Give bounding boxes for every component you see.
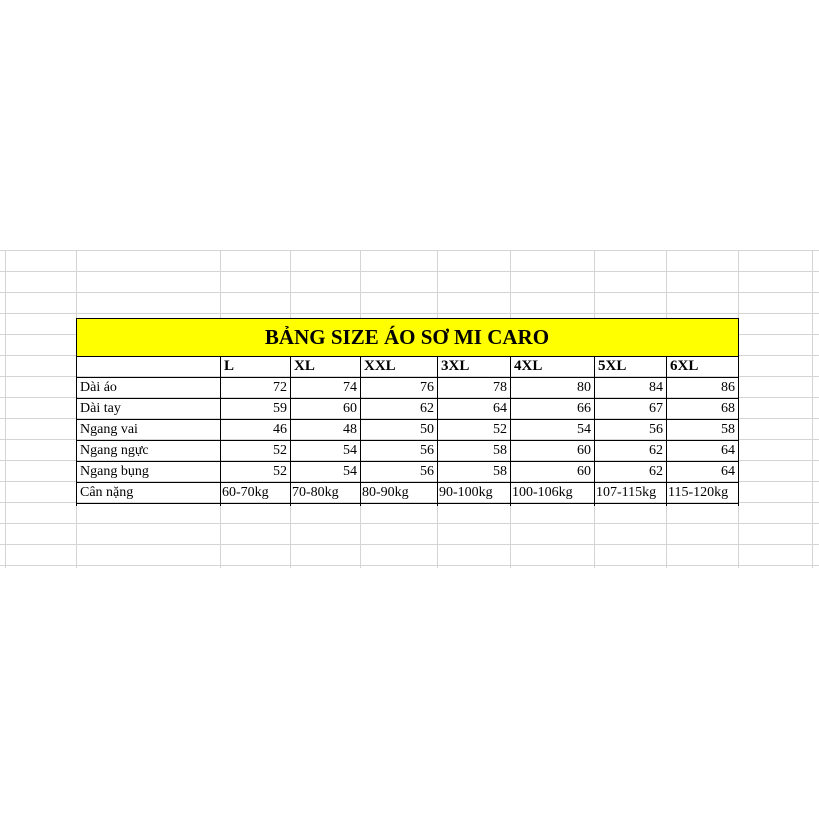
gridline-horizontal xyxy=(0,292,819,293)
table-cell: 62 xyxy=(649,464,663,479)
size-header-cell: L xyxy=(224,358,235,374)
table-cell: 52 xyxy=(273,443,287,458)
table-cell: 59 xyxy=(273,401,287,416)
table-cell: 46 xyxy=(273,422,287,437)
table-cell: 100-106kg xyxy=(512,485,573,500)
table-cell: 74 xyxy=(343,380,357,395)
header-cell-empty xyxy=(77,357,220,376)
gridline-horizontal xyxy=(0,544,819,545)
table-cell: 54 xyxy=(343,464,357,479)
table-cell: 67 xyxy=(649,401,663,416)
table-cell: 60 xyxy=(577,443,591,458)
gridline-vertical xyxy=(812,250,813,568)
gridline-horizontal xyxy=(0,250,819,251)
table-cell: 52 xyxy=(493,422,507,437)
table-cell: 50 xyxy=(420,422,434,437)
table-cell: 72 xyxy=(273,380,287,395)
table-cell: 76 xyxy=(420,380,434,395)
gridline-vertical xyxy=(5,250,6,568)
table-cell: 62 xyxy=(420,401,434,416)
table-cell: 68 xyxy=(721,401,735,416)
size-header-cell: 4XL xyxy=(514,358,543,374)
gridline-horizontal xyxy=(0,313,819,314)
table-cell: 86 xyxy=(721,380,735,395)
size-header-cell: XXL xyxy=(364,358,396,374)
table-cell: 56 xyxy=(420,443,434,458)
table-cell: 52 xyxy=(273,464,287,479)
table-cell: 54 xyxy=(343,443,357,458)
table-cell: 48 xyxy=(343,422,357,437)
table-cell: 80 xyxy=(577,380,591,395)
table-cell: 54 xyxy=(577,422,591,437)
table-cell: 60 xyxy=(343,401,357,416)
table-cell: 56 xyxy=(649,422,663,437)
row-label: Ngang vai xyxy=(80,422,138,437)
table-title[interactable]: BẢNG SIZE ÁO SƠ MI CARO xyxy=(264,325,550,349)
size-header-cell: 3XL xyxy=(441,358,470,374)
size-header-cell: 5XL xyxy=(598,358,627,374)
table-cell: 115-120kg xyxy=(668,485,729,500)
row-label: Dài áo xyxy=(80,380,117,395)
table-cell: 64 xyxy=(721,443,735,458)
table-border-top xyxy=(76,318,739,319)
row-label: Cân nặng xyxy=(80,485,134,500)
table-cell: 78 xyxy=(493,380,507,395)
size-header-cell: 6XL xyxy=(670,358,699,374)
table-border-horizontal xyxy=(76,503,739,504)
table-cell: 58 xyxy=(493,443,507,458)
table-cell: 84 xyxy=(649,380,663,395)
table-cell: 90-100kg xyxy=(439,485,493,500)
table-cell: 58 xyxy=(493,464,507,479)
table-cell: 62 xyxy=(649,443,663,458)
gridline-horizontal xyxy=(0,565,819,566)
table-cell: 60 xyxy=(577,464,591,479)
table-cell: 80-90kg xyxy=(362,485,409,500)
row-label: Dài tay xyxy=(80,401,121,416)
table-cell: 56 xyxy=(420,464,434,479)
gridline-horizontal xyxy=(0,271,819,272)
row-label: Ngang bụng xyxy=(80,464,149,479)
gridline-horizontal xyxy=(0,523,819,524)
size-header-cell: XL xyxy=(294,358,315,374)
table-cell: 60-70kg xyxy=(222,485,269,500)
table-border-right xyxy=(738,318,739,506)
table-cell: 58 xyxy=(721,422,735,437)
row-label: Ngang ngực xyxy=(80,443,149,458)
table-cell: 107-115kg xyxy=(596,485,657,500)
table-cell: 64 xyxy=(493,401,507,416)
table-cell: 66 xyxy=(577,401,591,416)
table-cell: 64 xyxy=(721,464,735,479)
table-cell: 70-80kg xyxy=(292,485,339,500)
